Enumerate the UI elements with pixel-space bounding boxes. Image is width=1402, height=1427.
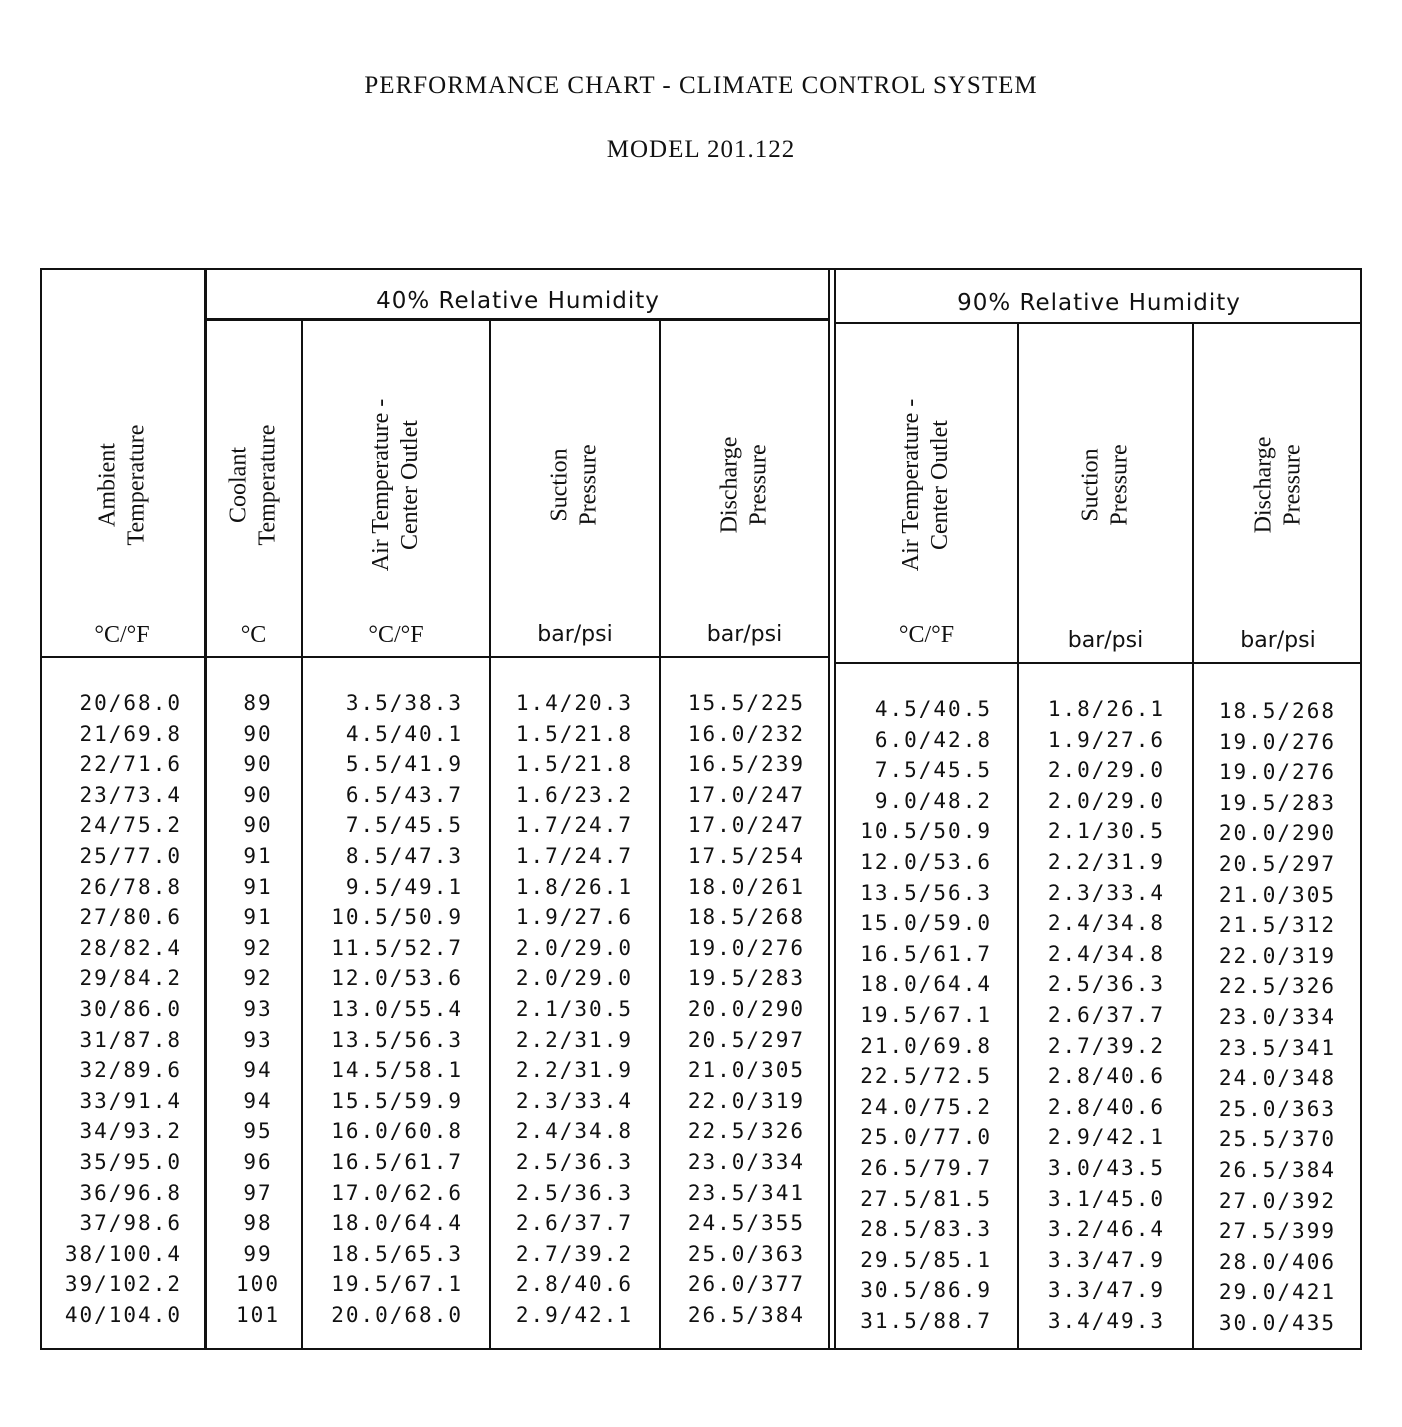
header-label: Coolant bbox=[225, 447, 252, 524]
table-cell: 30.5/86.9 bbox=[860, 1278, 992, 1303]
header-coolant-temperature bbox=[206, 360, 301, 610]
table-cell: 34/93.2 bbox=[79, 1119, 182, 1144]
table-cell: 2.4/34.8 bbox=[515, 1119, 633, 1144]
table-cell: 22.5/72.5 bbox=[860, 1064, 992, 1089]
column-discharge-40 bbox=[661, 688, 805, 1330]
table-cell: 29/84.2 bbox=[79, 966, 182, 991]
table-cell: 16.0/232 bbox=[687, 721, 805, 746]
table-cell: 2.1/30.5 bbox=[515, 996, 633, 1021]
header-rule-right bbox=[836, 662, 1362, 664]
table-cell: 2.5/36.3 bbox=[515, 1149, 633, 1174]
unit-discharge-90: bar/psi bbox=[1240, 628, 1316, 653]
header-label: Center Outlet bbox=[397, 420, 423, 550]
table-cell: 4.5/40.5 bbox=[874, 697, 992, 721]
table-cell: 23.0/334 bbox=[1218, 1004, 1336, 1029]
table-cell: 25/77.0 bbox=[79, 843, 182, 868]
table-cell: 89 bbox=[243, 691, 273, 715]
table-cell: 31.5/88.7 bbox=[860, 1308, 992, 1333]
table-cell: 19.0/276 bbox=[1218, 760, 1336, 785]
header-label: Pressure bbox=[1278, 444, 1305, 526]
unit-suction-40: bar/psi bbox=[537, 622, 613, 647]
table-cell: 26.5/79.7 bbox=[860, 1155, 992, 1180]
table-cell: 3.0/43.5 bbox=[1047, 1155, 1165, 1180]
table-cell: 7.5/45.5 bbox=[874, 758, 992, 783]
table-cell: 1.6/23.2 bbox=[515, 782, 633, 807]
table-cell: 22.0/319 bbox=[687, 1088, 805, 1113]
column-coolant bbox=[212, 688, 304, 1330]
table-cell: 1.5/21.8 bbox=[515, 721, 633, 746]
table-cell: 15.0/59.0 bbox=[860, 911, 992, 936]
table-cell: 1.7/24.7 bbox=[515, 813, 633, 838]
header-label: Center Outlet bbox=[927, 420, 954, 550]
table-cell: 21.5/312 bbox=[1218, 913, 1336, 938]
table-cell: 10.5/50.9 bbox=[331, 905, 463, 930]
table-cell: 24/75.2 bbox=[79, 813, 182, 838]
table-cell: 23.0/334 bbox=[687, 1149, 805, 1174]
table-cell: 20.0/290 bbox=[687, 996, 805, 1021]
table-cell: 2.5/36.3 bbox=[1047, 972, 1165, 997]
header-label: Air Temperature - bbox=[368, 398, 394, 572]
table-cell: 95 bbox=[243, 1119, 273, 1144]
table-cell: 19.5/283 bbox=[1218, 790, 1336, 815]
table-cell: 20.5/297 bbox=[1218, 851, 1336, 876]
unit-discharge-40: bar/psi bbox=[706, 622, 783, 647]
table-cell: 27.0/392 bbox=[1218, 1188, 1336, 1213]
column-air-90 bbox=[836, 694, 992, 1336]
table-cell: 93 bbox=[243, 996, 273, 1021]
table-cell: 25.0/363 bbox=[1218, 1096, 1336, 1121]
table-cell: 94 bbox=[243, 1058, 273, 1083]
table-cell: 23.5/341 bbox=[1218, 1035, 1336, 1060]
table-cell: 21.0/305 bbox=[687, 1058, 805, 1083]
table-cell: 3.4/49.3 bbox=[1047, 1308, 1165, 1333]
column-ambient bbox=[46, 688, 182, 1330]
header-label: Pressure bbox=[745, 444, 772, 526]
table-cell: 99 bbox=[243, 1241, 273, 1266]
table-cell: 2.4/34.8 bbox=[1047, 911, 1165, 936]
table-cell: 19.0/276 bbox=[687, 935, 805, 960]
table-cell: 18.0/261 bbox=[687, 874, 805, 899]
column-air-40 bbox=[303, 688, 463, 1330]
table-cell: 16.5/239 bbox=[687, 752, 805, 777]
table-cell: 25.5/370 bbox=[1218, 1127, 1336, 1152]
header-label: Temperature bbox=[254, 424, 281, 546]
table-cell: 94 bbox=[243, 1088, 273, 1113]
table-cell: 20/68.0 bbox=[79, 691, 182, 715]
table-cell: 33/91.4 bbox=[79, 1088, 182, 1113]
header-ambient-temperature bbox=[40, 360, 204, 610]
table-cell: 2.0/29.0 bbox=[1047, 788, 1165, 813]
table-cell: 4.5/40.1 bbox=[345, 721, 463, 746]
table-cell: 1.8/26.1 bbox=[515, 874, 633, 899]
group-header-40-rh: 40% Relative Humidity bbox=[376, 288, 660, 314]
table-cell: 2.8/40.6 bbox=[1047, 1094, 1165, 1119]
table-cell: 2.8/40.6 bbox=[1047, 1064, 1165, 1089]
table-cell: 13.5/56.3 bbox=[860, 880, 992, 905]
group-header-rule-90 bbox=[836, 322, 1362, 324]
table-cell: 5.5/41.9 bbox=[345, 752, 463, 777]
table-cell: 12.0/53.6 bbox=[860, 849, 992, 874]
header-discharge-pressure-90 bbox=[1194, 360, 1362, 610]
header-label: Discharge bbox=[1249, 436, 1276, 534]
header-suction-pressure-90 bbox=[1019, 360, 1192, 610]
table-cell: 96 bbox=[243, 1149, 273, 1174]
table-cell: 1.4/20.3 bbox=[515, 691, 633, 715]
table-cell: 38/100.4 bbox=[64, 1241, 182, 1266]
table-cell: 21.0/305 bbox=[1218, 882, 1336, 907]
unit-air-40: °C/°F bbox=[368, 622, 424, 648]
table-cell: 2.2/31.9 bbox=[515, 1058, 633, 1083]
unit-suction-90: bar/psi bbox=[1067, 628, 1144, 653]
table-cell: 19.5/67.1 bbox=[860, 1002, 992, 1027]
table-cell: 100 bbox=[236, 1272, 280, 1297]
table-cell: 29.0/421 bbox=[1218, 1280, 1336, 1305]
table-cell: 30/86.0 bbox=[79, 996, 182, 1021]
table-cell: 17.0/247 bbox=[687, 782, 805, 807]
unit-ambient: °C/°F bbox=[94, 622, 150, 648]
table-cell: 2.6/37.7 bbox=[515, 1211, 633, 1236]
table-cell: 20.0/68.0 bbox=[331, 1302, 463, 1327]
table-cell: 22.0/319 bbox=[1218, 943, 1336, 968]
table-cell: 12.0/53.6 bbox=[331, 966, 463, 991]
table-cell: 1.8/26.1 bbox=[1047, 697, 1165, 721]
table-cell: 2.6/37.7 bbox=[1047, 1002, 1165, 1027]
table-cell: 3.5/38.3 bbox=[345, 691, 463, 715]
table-cell: 21.0/69.8 bbox=[860, 1033, 992, 1058]
table-cell: 2.9/42.1 bbox=[1047, 1125, 1165, 1150]
table-cell: 25.0/77.0 bbox=[860, 1125, 992, 1150]
table-cell: 16.0/60.8 bbox=[331, 1119, 463, 1144]
table-cell: 26.0/377 bbox=[687, 1272, 805, 1297]
table-cell: 20.5/297 bbox=[687, 1027, 805, 1052]
table-cell: 2.4/34.8 bbox=[1047, 941, 1165, 966]
table-cell: 22.5/326 bbox=[1218, 974, 1336, 999]
table-cell: 27.5/81.5 bbox=[860, 1186, 992, 1211]
table-cell: 2.2/31.9 bbox=[515, 1027, 633, 1052]
table-cell: 40/104.0 bbox=[64, 1302, 182, 1327]
table-cell: 15.5/225 bbox=[687, 691, 805, 715]
table-cell: 2.7/39.2 bbox=[515, 1241, 633, 1266]
table-cell: 28.0/406 bbox=[1218, 1249, 1336, 1274]
column-discharge-90 bbox=[1194, 696, 1336, 1338]
table-cell: 19.5/283 bbox=[687, 966, 805, 991]
header-suction-pressure-40 bbox=[491, 360, 659, 610]
page-title: PERFORMANCE CHART - CLIMATE CONTROL SYSTEM bbox=[364, 72, 1038, 99]
table-cell: 98 bbox=[243, 1211, 273, 1236]
table-cell: 7.5/45.5 bbox=[345, 813, 463, 838]
header-air-temperature-90 bbox=[836, 340, 1017, 630]
table-cell: 37/98.6 bbox=[79, 1211, 182, 1236]
table-cell: 1.9/27.6 bbox=[515, 905, 633, 930]
table-cell: 91 bbox=[243, 874, 273, 899]
table-cell: 91 bbox=[243, 905, 273, 930]
table-cell: 24.5/355 bbox=[687, 1211, 805, 1236]
table-cell: 21/69.8 bbox=[79, 721, 182, 746]
table-cell: 26/78.8 bbox=[79, 874, 182, 899]
table-cell: 91 bbox=[243, 843, 273, 868]
table-cell: 2.2/31.9 bbox=[1047, 849, 1165, 874]
table-cell: 19.0/276 bbox=[1218, 729, 1336, 754]
table-cell: 3.2/46.4 bbox=[1047, 1217, 1165, 1242]
table-cell: 2.0/29.0 bbox=[515, 935, 633, 960]
table-cell: 2.3/33.4 bbox=[515, 1088, 633, 1113]
unit-air-90: °C/°F bbox=[898, 622, 955, 648]
table-cell: 2.0/29.0 bbox=[515, 966, 633, 991]
table-cell: 25.0/363 bbox=[687, 1241, 805, 1266]
table-cell: 29.5/85.1 bbox=[860, 1247, 992, 1272]
header-label: Pressure bbox=[1106, 444, 1133, 526]
table-cell: 19.5/67.1 bbox=[331, 1272, 463, 1297]
table-cell: 26.5/384 bbox=[1218, 1157, 1336, 1182]
header-air-temperature-40 bbox=[303, 340, 489, 630]
table-cell: 16.5/61.7 bbox=[860, 941, 992, 966]
table-cell: 8.5/47.3 bbox=[345, 843, 463, 868]
table-cell: 18.5/268 bbox=[1218, 699, 1336, 723]
header-label: Temperature bbox=[122, 424, 149, 546]
table-cell: 30.0/435 bbox=[1218, 1310, 1336, 1335]
table-cell: 1.9/27.6 bbox=[1047, 727, 1165, 752]
table-cell: 3.1/45.0 bbox=[1047, 1186, 1165, 1211]
table-cell: 2.3/33.4 bbox=[1047, 880, 1165, 905]
table-cell: 36/96.8 bbox=[79, 1180, 182, 1205]
table-cell: 22/71.6 bbox=[79, 752, 182, 777]
header-label: Ambient bbox=[93, 443, 120, 528]
table-cell: 39/102.2 bbox=[64, 1272, 182, 1297]
table-cell: 2.0/29.0 bbox=[1047, 758, 1165, 783]
table-cell: 2.9/42.1 bbox=[515, 1302, 633, 1327]
table-cell: 13.5/56.3 bbox=[331, 1027, 463, 1052]
table-cell: 3.3/47.9 bbox=[1047, 1278, 1165, 1303]
table-cell: 14.5/58.1 bbox=[331, 1058, 463, 1083]
table-cell: 17.0/247 bbox=[687, 813, 805, 838]
table-cell: 24.0/75.2 bbox=[860, 1094, 992, 1119]
table-cell: 2.8/40.6 bbox=[515, 1272, 633, 1297]
header-label: Suction bbox=[1077, 448, 1104, 522]
table-cell: 101 bbox=[236, 1302, 280, 1327]
table-cell: 18.5/65.3 bbox=[331, 1241, 463, 1266]
table-cell: 27/80.6 bbox=[79, 905, 182, 930]
table-cell: 90 bbox=[243, 721, 273, 746]
table-cell: 17.0/62.6 bbox=[331, 1180, 463, 1205]
table-cell: 6.5/43.7 bbox=[345, 782, 463, 807]
table-cell: 97 bbox=[243, 1180, 273, 1205]
group-header-rule-40 bbox=[204, 318, 830, 321]
table-cell: 2.5/36.3 bbox=[515, 1180, 633, 1205]
header-rule-left bbox=[40, 656, 830, 658]
table-cell: 13.0/55.4 bbox=[331, 996, 463, 1021]
group-header-90-rh: 90% Relative Humidity bbox=[957, 290, 1241, 316]
table-cell: 15.5/59.9 bbox=[331, 1088, 463, 1113]
table-cell: 92 bbox=[243, 935, 273, 960]
table-cell: 27.5/399 bbox=[1218, 1219, 1336, 1244]
table-cell: 2.1/30.5 bbox=[1047, 819, 1165, 844]
header-label: Air Temperature - bbox=[898, 398, 925, 572]
table-cell: 20.0/290 bbox=[1218, 821, 1336, 846]
table-cell: 90 bbox=[243, 782, 273, 807]
table-cell: 10.5/50.9 bbox=[860, 819, 992, 844]
model-subtitle: MODEL 201.122 bbox=[606, 136, 796, 163]
table-cell: 9.5/49.1 bbox=[345, 874, 463, 899]
table-cell: 18.5/268 bbox=[687, 905, 805, 930]
table-cell: 22.5/326 bbox=[687, 1119, 805, 1144]
table-cell: 11.5/52.7 bbox=[331, 935, 463, 960]
table-cell: 26.5/384 bbox=[687, 1302, 805, 1327]
table-cell: 23/73.4 bbox=[79, 782, 182, 807]
table-cell: 28.5/83.3 bbox=[860, 1217, 992, 1242]
table-cell: 32/89.6 bbox=[79, 1058, 182, 1083]
table-cell: 18.0/64.4 bbox=[331, 1211, 463, 1236]
table-cell: 16.5/61.7 bbox=[331, 1149, 463, 1174]
table-cell: 9.0/48.2 bbox=[874, 788, 992, 813]
double-divider bbox=[828, 268, 830, 1350]
header-label: Pressure bbox=[575, 444, 602, 526]
table-cell: 17.5/254 bbox=[687, 843, 805, 868]
table-cell: 31/87.8 bbox=[79, 1027, 182, 1052]
table-cell: 90 bbox=[243, 752, 273, 777]
table-cell: 6.0/42.8 bbox=[874, 727, 992, 752]
table-cell: 3.3/47.9 bbox=[1047, 1247, 1165, 1272]
column-suction-90 bbox=[1019, 694, 1165, 1336]
header-discharge-pressure-40 bbox=[661, 360, 828, 610]
table-cell: 92 bbox=[243, 966, 273, 991]
table-cell: 2.7/39.2 bbox=[1047, 1033, 1165, 1058]
table-cell: 23.5/341 bbox=[687, 1180, 805, 1205]
table-cell: 35/95.0 bbox=[79, 1149, 182, 1174]
table-cell: 1.7/24.7 bbox=[515, 843, 633, 868]
header-label: Suction bbox=[546, 448, 573, 522]
table-cell: 28/82.4 bbox=[79, 935, 182, 960]
table-cell: 90 bbox=[243, 813, 273, 838]
table-cell: 24.0/348 bbox=[1218, 1066, 1336, 1091]
table-cell: 1.5/21.8 bbox=[515, 752, 633, 777]
column-suction-40 bbox=[491, 688, 633, 1330]
header-label: Discharge bbox=[716, 436, 743, 534]
unit-coolant: °C bbox=[240, 622, 267, 648]
table-cell: 93 bbox=[243, 1027, 273, 1052]
table-cell: 18.0/64.4 bbox=[860, 972, 992, 997]
